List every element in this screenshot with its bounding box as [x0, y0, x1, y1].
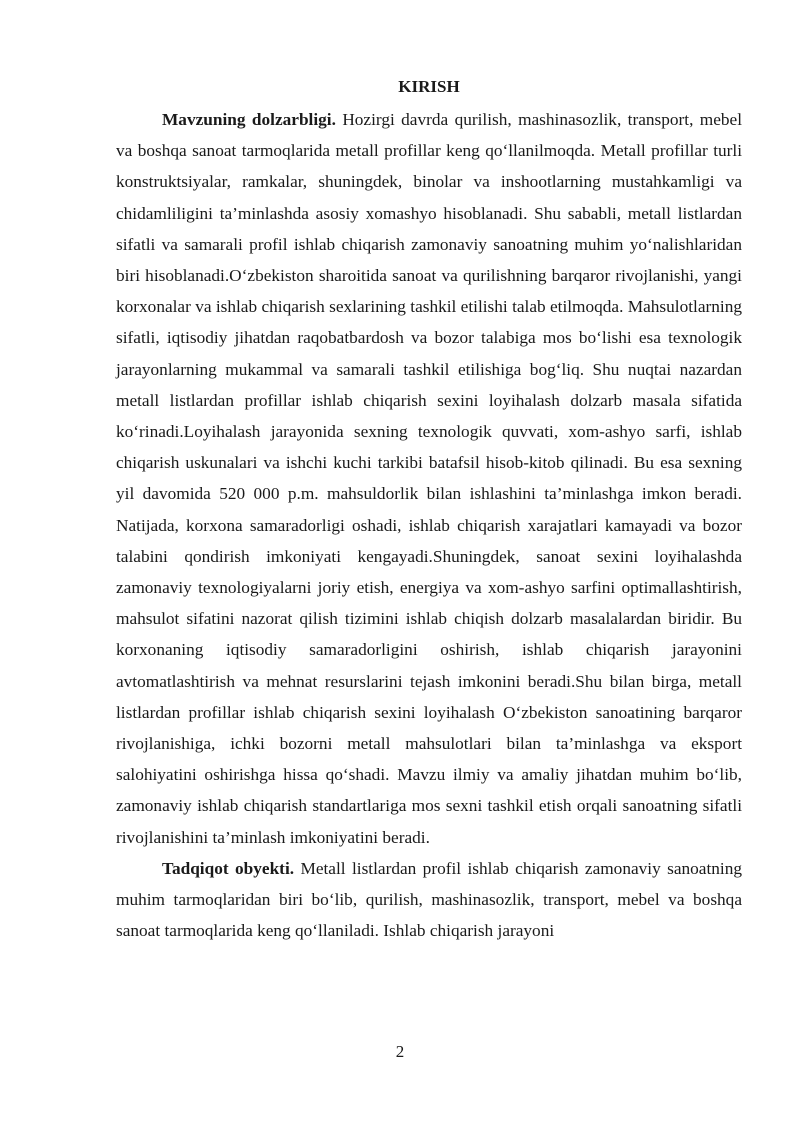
section-title: KIRISH: [398, 77, 460, 96]
paragraph-body-relevance: Hozirgi davrda qurilish, mashinasozlik, transport, mebel va boshqa sanoat tarmoqlarida metall profillar keng qo‘llanilmoqda. Metall profillar turli konstruktsiyalar, ramkalar, shuningdek, binolar va inshootlarning mustahkamligi va chidamliligini ta’minlashda asosiy xomashyo hisoblanadi. Shu sababli, metall listlardan sifatli va samarali profil ishlab chiqarish zamonaviy sanoatning muhim yo‘nalishlaridan biri hisoblanadi.O‘zbekiston sharoitida sanoat va qurilishning barqaror rivojlanishi, yangi korxonalar va ishlab chiqarish sexlarining tashkil etilishi talab etilmoqda. Mahsulotlarning sifatli, iqtisodiy jihatdan raqobatbardosh va bozor talabiga mos bo‘lishi esa texnologik jarayonlarning mukammal va samarali tashkil etilishiga bog‘liq. Shu nuqtai nazardan metall listlardan profillar ishlab chiqarish sexini loyihalash dolzarb masala sifatida ko‘rinadi.Loyihalash jarayonida sexning texnologik quvvati, xom-ashyo sarfi, ishlab chiqarish uskunalari va ishchi kuchi tarkibi batafsil hisob-kitob qilinadi. Bu esa sexning yil davomida 520 000 p.m. mahsuldorlik bilan ishlashini ta’minlashga imkon beradi. Natijada, korxona samaradorligi oshadi, ishlab chiqarish xarajatlari kamayadi va bozor talabini qondirish imkoniyati kengayadi.Shuningdek, sanoat sexini loyihalashda zamonaviy texnologiyalarni joriy etish, energiya va xom-ashyo sarfini optimallashtirish, mahsulot sifatini nazorat qilish tizimini ishlab chiqish dolzarb masalalardan biridir. Bu korxonaning iqtisodiy samaradorligini oshirish, ishlab chiqarish jarayonini avtomatlashtirish va mehnat resurslarini tejash imkonini beradi.Shu bilan birga, metall listlardan profillar ishlab chiqarish sexini loyihalash O‘zbekiston sanoatining barqaror rivojlanishiga, ichki bozorni metall mahsulotlari bilan ta’minlashga va eksport salohiyatini oshirishga hissa qo‘shadi. Mavzu ilmiy va amaliy jihatdan muhim bo‘lib, zamonaviy ishlab chiqarish standartlariga mos sexni tashkil etish orqali sanoatning sifatli rivojlanishini ta’minlash imkoniyatini beradi.: [116, 110, 742, 847]
paragraph-body-research-object: Metall listlardan profil ishlab chiqarish zamonaviy sanoatning muhim tarmoqlaridan biri bo‘lib, qurilish, mashinasozlik, transport, mebel va boshqa sanoat tarmoqlarida keng qo‘llaniladi. Ishlab chiqarish jarayoni: [116, 858, 742, 941]
paragraph-heading-relevance: Mavzuning dolzarbligi.: [162, 110, 336, 129]
page-number: 2: [395, 1042, 405, 1061]
paragraph-heading-research-object: Tadqiqot obyekti.: [162, 858, 295, 878]
paragraph-relevance: [116, 104, 742, 853]
document-page: [116, 74, 742, 946]
paragraph-research-object: [116, 853, 742, 947]
